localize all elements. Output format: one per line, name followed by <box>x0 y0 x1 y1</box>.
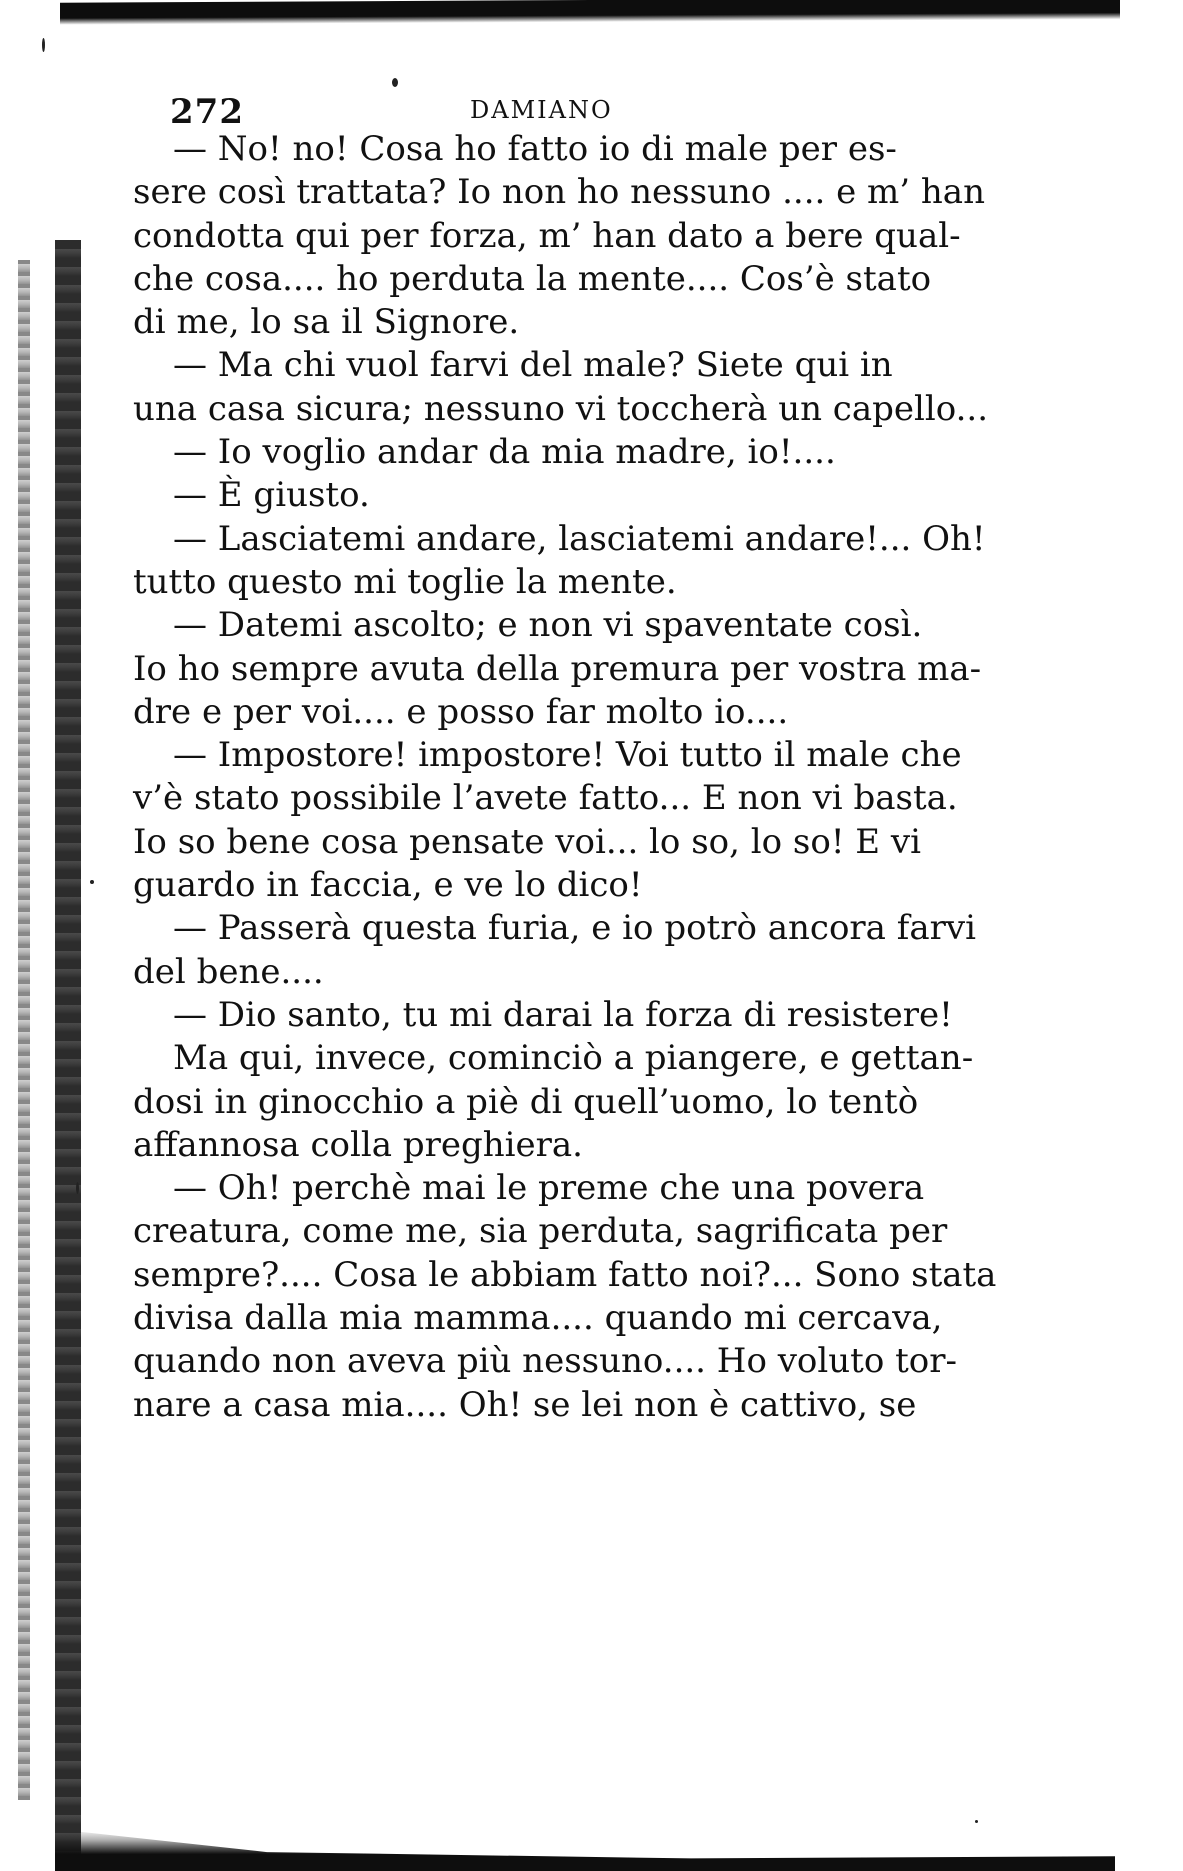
ink-speck <box>975 1820 978 1823</box>
scan-bottom-edge <box>55 1829 1115 1871</box>
text-line: Io so bene cosa pensate voi... lo so, lo so! E vi <box>133 821 921 862</box>
text-line: nare a casa mia.... Oh! se lei non è cattivo, se <box>133 1384 917 1425</box>
text-line: condotta qui per forza, m’ han dato a bere qual- <box>133 215 961 256</box>
text-line: — Impostore! impostore! Voi tutto il male che <box>173 735 962 776</box>
text-line: — Lasciatemi andare, lasciatemi andare!... Oh! <box>173 518 986 559</box>
text-line: divisa dalla mia mamma.... quando mi cercava, <box>133 1298 943 1339</box>
text-line: — Oh! perchè mai le preme che una povera <box>173 1168 925 1209</box>
text-line: tutto questo mi toglie la mente. <box>133 561 677 602</box>
scan-top-edge <box>60 0 1120 25</box>
scan-left-shadow <box>18 260 30 1800</box>
text-line: Io ho sempre avuta della premura per vostra ma- <box>133 648 982 689</box>
body-text <box>133 128 997 1427</box>
ink-speck <box>42 38 45 52</box>
text-line: affannosa colla preghiera. <box>133 1124 583 1165</box>
text-line: creatura, come me, sia perduta, sagrificata per <box>133 1211 948 1252</box>
text-line: Ma qui, invece, cominciò a piangere, e gettan- <box>173 1038 974 1079</box>
text-line: del bene.... <box>133 951 324 992</box>
book-binding-edge <box>55 240 81 1871</box>
text-line: sempre?.... Cosa le abbiam fatto noi?... Sono stata <box>133 1254 997 1295</box>
ink-speck <box>76 1182 79 1194</box>
text-line: una casa sicura; nessuno vi toccherà un capello... <box>133 388 989 429</box>
text-line: — Io voglio andar da mia madre, io!.... <box>173 432 836 473</box>
text-line: quando non aveva più nessuno.... Ho voluto tor- <box>133 1341 957 1382</box>
text-line: — Dio santo, tu mi darai la forza di resistere! <box>173 994 953 1035</box>
page-number: 272 <box>170 92 244 132</box>
ink-speck <box>90 880 94 884</box>
text-line: che cosa.... ho perduta la mente.... Cos’è stato <box>133 258 932 299</box>
ink-speck <box>392 78 398 87</box>
text-line: — Ma chi vuol farvi del male? Siete qui in <box>173 345 893 386</box>
text-line: v’è stato possibile l’avete fatto... E non vi basta. <box>133 778 958 819</box>
text-line: dre e per voi.... e posso far molto io.... <box>133 691 789 732</box>
text-line: di me, lo sa il Signore. <box>133 302 520 343</box>
text-line: — Passerà questa furia, e io potrò ancora farvi <box>173 908 976 949</box>
running-head: DAMIANO <box>470 96 613 124</box>
text-line: — No! no! Cosa ho fatto io di male per es- <box>173 129 897 169</box>
text-line: sere così trattata? Io non ho nessuno .... e m’ han <box>133 172 985 213</box>
text-line: dosi in ginocchio a piè di quell’uomo, lo tentò <box>133 1081 919 1122</box>
text-line: — Datemi ascolto; e non vi spaventate così. <box>173 605 923 646</box>
text-line: guardo in faccia, e ve lo dico! <box>133 865 643 906</box>
scan-right-margin <box>1120 0 1183 1871</box>
text-line: — È giusto. <box>173 475 370 516</box>
